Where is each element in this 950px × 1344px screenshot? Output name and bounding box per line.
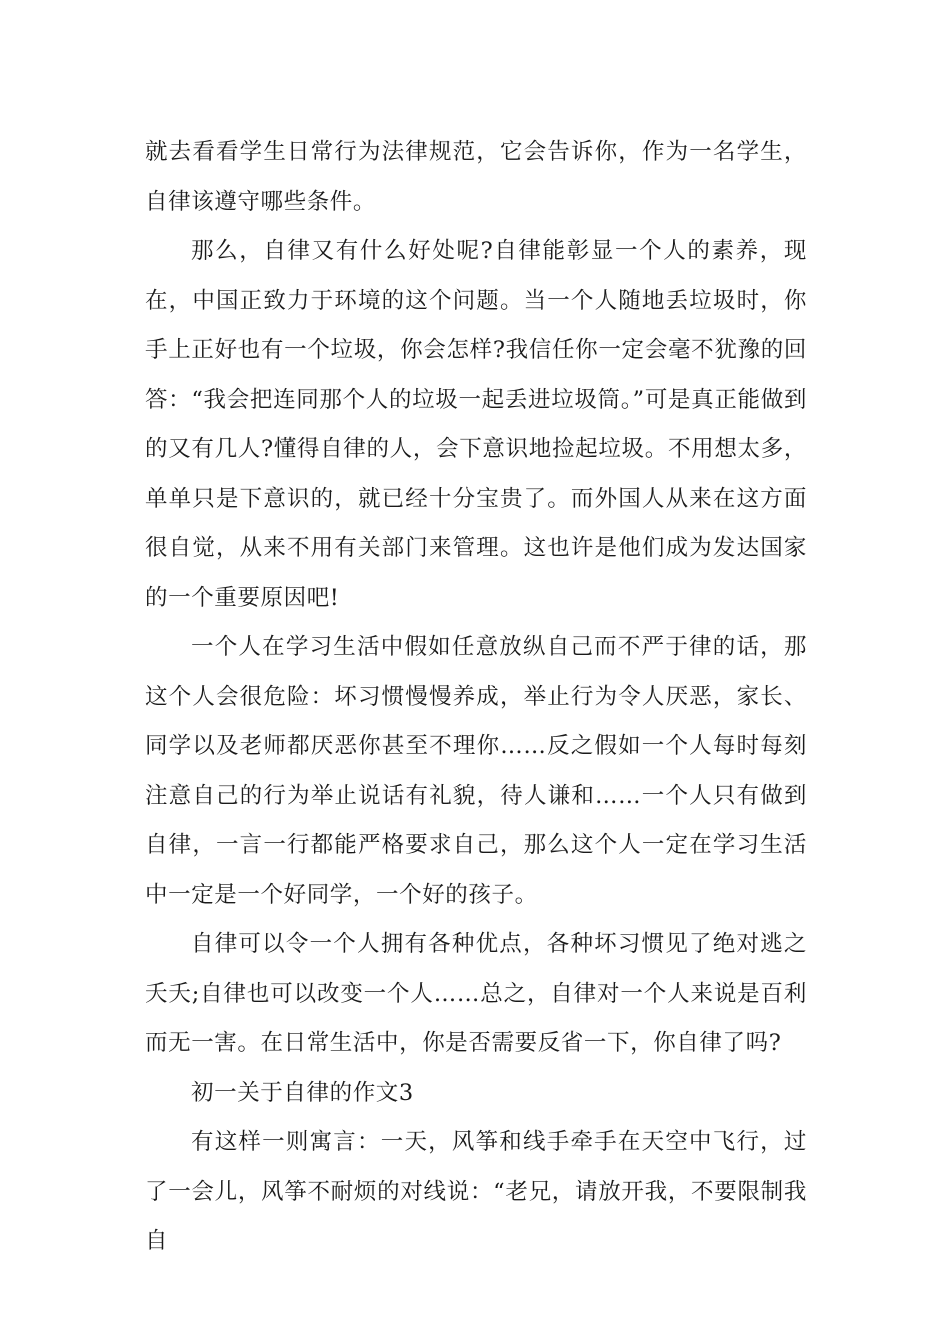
paragraph-continuation: 就去看看学生日常行为法律规范，它会告诉你，作为一名学生，自律该遵守哪些条件。 xyxy=(145,139,807,215)
paragraph-kite-fable: 有这样一则寓言：一天，风筝和线手牵手在天空中飞行，过了一会儿，风筝不耐烦的对线说：“老兄，请放开我，不要限制我自 xyxy=(145,1129,807,1254)
paragraph-dangers-without-discipline: 一个人在学习生活中假如任意放纵自己而不严于律的话，那这个人会很危险：坏习惯慢慢养成，举止行为令人厌恶，家长、同学以及老师都厌恶你甚至不理你……反之假如一个人每时每刻注意自己的行为举止说话有礼貌，待人谦和……一个人只有做到自律，一言一行都能严格要求自己，那么这个人一定在学习生活中一定是一个好同学，一个好的孩子。 xyxy=(145,634,807,908)
paragraph-conclusion: 自律可以令一个人拥有各种优点，各种坏习惯见了绝对逃之夭夭;自律也可以改变一个人……总之，自律对一个人来说是百利而无一害。在日常生活中，你是否需要反省一下，你自律了吗? xyxy=(145,931,807,1056)
document-body xyxy=(145,128,807,1267)
essay-section-title: 初一关于自律的作文3 xyxy=(191,1079,414,1106)
paragraph-benefits-of-self-discipline: 那么，自律又有什么好处呢?自律能彰显一个人的素养，现在，中国正致力于环境的这个问题。当一个人随地丢垃圾时，你手上正好也有一个垃圾，你会怎样?我信任你一定会毫不犹豫的回答：“我会把连同那个人的垃圾一起丢进垃圾筒。”可是真正能做到的又有几人?懂得自律的人，会下意识地捡起垃圾。不用想太多，单单只是下意识的，就已经十分宝贵了。而外国人从来在这方面很自觉，从来不用有关部门来管理。这也许是他们成为发达国家的一个重要原因吧! xyxy=(145,238,807,611)
